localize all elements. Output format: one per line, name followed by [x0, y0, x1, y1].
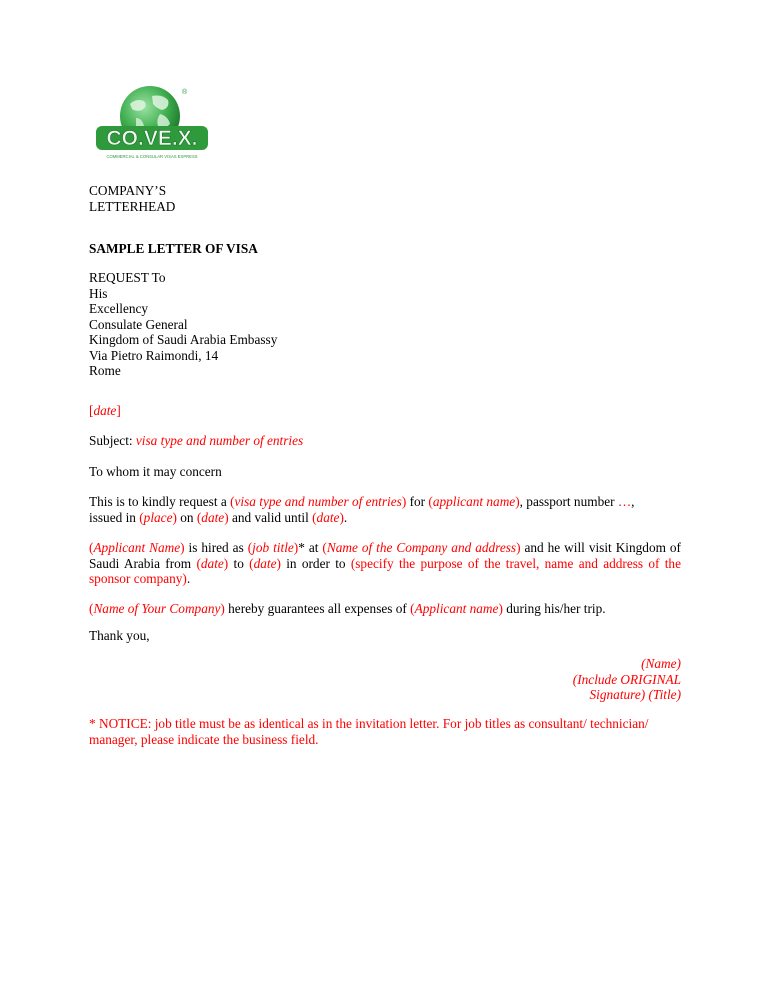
text: and he will visit Kingdom of Saudi Arabia from: [89, 540, 681, 571]
addressee-line: Kingdom of Saudi Arabia Embassy: [89, 332, 278, 347]
paragraph-line: [89, 494, 681, 510]
paren: (: [139, 509, 144, 525]
bracket: ]: [116, 403, 121, 418]
notice-line: manager, please indicate the business field.: [89, 731, 319, 747]
trademark-symbol: ®: [182, 89, 188, 96]
paren: ): [516, 540, 521, 555]
paren: ): [498, 601, 503, 616]
issue-date-field: date: [201, 509, 225, 525]
text: to: [228, 555, 250, 571]
paragraph-line: [89, 510, 681, 526]
closing: Thank you,: [89, 628, 150, 643]
paren: ): [224, 509, 229, 525]
letterhead-label: [89, 183, 681, 214]
applicant-name-field: Applicant name: [414, 601, 499, 616]
paren: (: [247, 540, 253, 555]
date-field: date: [93, 403, 117, 418]
company-name-address-field: Name of the Company and address: [326, 540, 517, 555]
paren: (: [428, 494, 433, 509]
addressee-line: Rome: [89, 363, 121, 378]
paren: (: [89, 540, 94, 555]
signature-line: (Name): [641, 656, 681, 671]
job-title-field: job title: [252, 540, 294, 555]
addressee-line: Consulate General: [89, 316, 188, 332]
text: during his/her trip.: [502, 601, 606, 616]
signature-line: Signature) (Title): [589, 687, 681, 702]
text: and valid until: [228, 509, 313, 525]
end-date-field: date: [253, 555, 277, 571]
paragraph-request: [89, 494, 681, 525]
paren: ): [180, 540, 185, 555]
text: for: [406, 494, 429, 509]
paren: ): [515, 494, 520, 509]
text: is hired as: [184, 540, 248, 555]
company-logo: [90, 82, 214, 164]
applicant-name-field: Applicant Name: [93, 540, 181, 555]
addressee-line: Via Pietro Raimondi, 14: [89, 347, 219, 363]
purpose-field: (specify the purpose of the travel, name and address of the sponsor company): [89, 555, 681, 586]
text: This is to kindly request a: [89, 494, 231, 509]
notice: [89, 716, 681, 747]
text: in order to: [280, 555, 351, 571]
paren: ): [293, 540, 299, 555]
bracket: [: [89, 403, 94, 418]
addressee-line: His: [89, 285, 108, 301]
logo-tagline: COMMERCIAL & CONSULAR VISAS EXPRESS: [106, 154, 198, 159]
text: on: [176, 509, 197, 525]
text: hereby guarantees all expenses of: [224, 601, 411, 616]
paren: (: [196, 509, 202, 525]
visa-type-field: visa type and number of entries: [234, 494, 402, 509]
text: .: [186, 571, 191, 586]
paren: (: [89, 601, 94, 616]
paren: (: [312, 509, 317, 525]
letterhead-line: LETTERHEAD: [89, 198, 176, 214]
document-title: SAMPLE LETTER OF VISA: [89, 241, 258, 256]
addressee-block: [89, 270, 681, 379]
signature-block: [89, 656, 681, 703]
greeting: To whom it may concern: [89, 464, 222, 479]
paren: (: [322, 540, 327, 555]
paren: (: [410, 601, 415, 616]
text: issued in: [89, 509, 140, 525]
text: .: [343, 509, 348, 525]
paren: ): [172, 509, 177, 525]
addressee-line: REQUEST To: [89, 270, 166, 285]
signature-line: (Include ORIGINAL: [572, 671, 681, 687]
place-field: place: [143, 509, 173, 525]
covex-logo-image: [90, 82, 214, 164]
date-placeholder: [89, 403, 681, 419]
applicant-name-field: applicant name: [432, 494, 516, 509]
paren: ): [401, 494, 407, 509]
paren: (: [196, 555, 201, 571]
paren: ): [220, 601, 225, 616]
paren: (: [249, 555, 254, 571]
your-company-field: Name of Your Company: [93, 601, 221, 616]
paragraph-guarantee: [89, 601, 681, 617]
subject-label: Subject:: [89, 433, 136, 448]
paren: ): [339, 509, 344, 525]
paren: ): [223, 555, 229, 571]
letterhead-line: COMPANY’S: [89, 183, 167, 198]
subject-line: [89, 433, 681, 449]
start-date-field: date: [200, 555, 224, 571]
notice-line: * NOTICE: job title must be as identical as in the invitation letter. For job titles as consultant/ technician/: [89, 716, 649, 731]
expiry-date-field: date: [316, 509, 340, 525]
subject-value: visa type and number of entries: [135, 433, 304, 448]
text: * at: [298, 540, 323, 555]
paren: ): [276, 555, 281, 571]
text: , passport number: [519, 494, 618, 509]
addressee-line: Excellency: [89, 301, 149, 316]
paren: (: [230, 494, 235, 509]
logo-brand-text: CO.VE.X.: [106, 127, 198, 150]
text: ,: [631, 494, 635, 509]
paragraph-visit: [89, 540, 681, 587]
passport-number-field: …: [617, 494, 632, 509]
